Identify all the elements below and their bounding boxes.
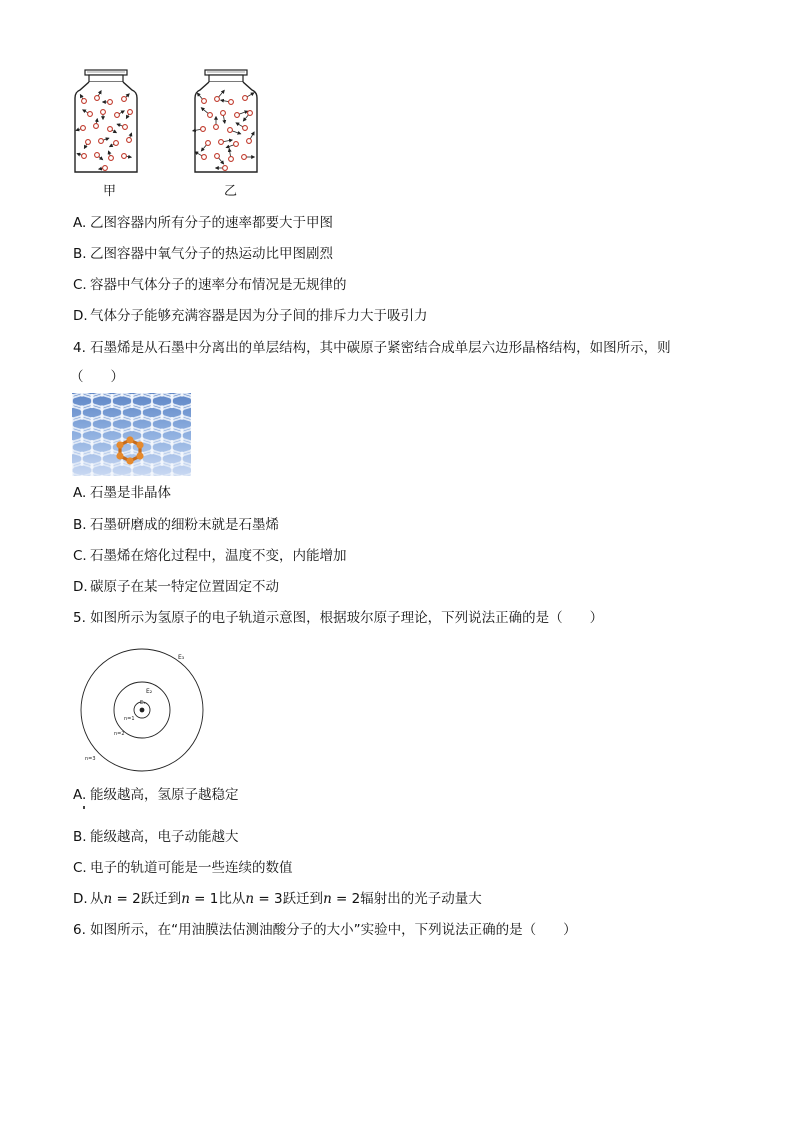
carbon-atom <box>150 420 153 423</box>
jar-left-label: 甲 <box>103 184 117 199</box>
carbon-atom <box>180 393 183 396</box>
label-n1: n=1 <box>124 716 135 722</box>
carbon-atom <box>180 440 183 443</box>
carbon-atom <box>160 393 163 396</box>
carbon-atom <box>110 466 113 469</box>
molecule <box>95 153 100 158</box>
carbon-atom <box>130 420 133 423</box>
hydrogen-orbit-diagram <box>76 648 208 772</box>
carbon-atom <box>170 405 173 408</box>
q5-stem: 5. 如图所示为氢原子的电子轨道示意图，根据玻尔原子理论，下列说法正确的是（ ） <box>73 610 604 626</box>
q4-blank: （ ） <box>70 369 124 385</box>
carbon-atom <box>170 396 173 399</box>
carbon-atom <box>140 417 143 420</box>
carbon-atom <box>110 443 113 446</box>
carbon-atom <box>120 431 123 434</box>
carbon-atom <box>150 396 153 399</box>
carbon-atom <box>150 405 153 408</box>
molecule <box>108 100 113 105</box>
molecule <box>242 155 247 160</box>
molecule <box>223 166 228 171</box>
molecule <box>229 157 234 162</box>
molecule <box>86 140 91 145</box>
label-e3: E₃ <box>178 654 185 661</box>
carbon-atom <box>170 428 173 431</box>
molecule <box>228 128 233 133</box>
label-n3: n=3 <box>85 756 96 762</box>
label-e1: E₁ <box>140 700 146 706</box>
q4-option-b: B. 石墨研磨成的细粉末就是石墨烯 <box>73 517 279 533</box>
molecule <box>202 155 207 160</box>
carbon-atom <box>120 463 123 466</box>
carbon-atom <box>100 454 103 457</box>
molecule <box>82 99 87 104</box>
carbon-atom <box>90 396 93 399</box>
molecule <box>247 139 252 144</box>
carbon-atom <box>80 454 83 457</box>
molecule <box>108 127 113 132</box>
carbon-atom <box>160 431 163 434</box>
carbon-atom <box>160 454 163 457</box>
molecule <box>243 96 248 101</box>
q3-option-b: B. 乙图容器中氧气分子的热运动比甲图剧烈 <box>73 246 333 262</box>
q4-option-a: A. 石墨是非晶体 <box>73 485 171 501</box>
carbon-atom <box>110 405 113 408</box>
carbon-atom <box>140 463 143 466</box>
carbon-atom <box>90 428 93 431</box>
molecule <box>208 113 213 118</box>
carbon-atom <box>90 405 93 408</box>
molecule <box>94 124 99 129</box>
q5-option-a: A. 能级越高，氢原子越稳定 <box>73 787 239 803</box>
carbon-atom <box>160 417 163 420</box>
q5-option-d: D. 从n = 2跃迁到n = 1比从n = 3跃迁到n = 2辐射出的光子动量大 <box>73 891 482 907</box>
jar-right-label: 乙 <box>224 184 238 199</box>
molecule <box>201 127 206 132</box>
carbon-atom <box>180 454 183 457</box>
molecule <box>215 97 220 102</box>
molecule <box>122 154 127 159</box>
carbon-atom <box>80 431 83 434</box>
carbon-atom <box>170 451 173 454</box>
carbon-atom <box>160 440 163 443</box>
molecule <box>219 140 224 145</box>
molecule <box>243 126 248 131</box>
graphene-image <box>72 393 191 476</box>
carbon-atom <box>180 417 183 420</box>
molecule <box>103 166 108 171</box>
carbon-atom <box>80 408 83 411</box>
carbon-atom <box>150 428 153 431</box>
molecule <box>214 125 219 130</box>
carbon-atom <box>150 451 153 454</box>
molecule <box>248 111 253 116</box>
carbon-atom <box>100 431 103 434</box>
stray-mark <box>83 806 85 809</box>
nucleus <box>140 708 145 713</box>
carbon-atom <box>130 428 133 431</box>
q4-option-d: D. 碳原子在某一特定位置固定不动 <box>73 579 279 595</box>
molecule <box>234 142 239 147</box>
q5-option-b: B. 能级越高，电子动能越大 <box>73 829 239 845</box>
carbon-atom <box>90 451 93 454</box>
molecule <box>99 139 104 144</box>
carbon-atom <box>130 451 133 454</box>
molecule <box>101 110 106 115</box>
carbon-atom <box>80 393 83 396</box>
carbon-atom <box>80 463 83 466</box>
carbon-atom <box>100 440 103 443</box>
molecule <box>82 154 87 159</box>
carbon-atom <box>130 405 133 408</box>
molecule <box>206 141 211 146</box>
q4-stem: 4. 石墨烯是从石墨中分离出的单层结构，其中碳原子紧密结合成单层六边形晶格结构，如图所示，则 <box>73 340 671 356</box>
carbon-atom <box>80 440 83 443</box>
q3-option-d: D. 气体分子能够充满容器是因为分子间的排斥力大于吸引力 <box>73 308 428 324</box>
molecule <box>215 154 220 159</box>
carbon-atom <box>180 463 183 466</box>
molecule <box>122 97 127 102</box>
gas-jars-figure <box>70 68 270 178</box>
carbon-atom <box>180 431 183 434</box>
carbon-atom <box>180 408 183 411</box>
carbon-atom <box>100 417 103 420</box>
carbon-atom <box>110 396 113 399</box>
carbon-atom <box>120 393 123 396</box>
carbon-atom <box>90 466 93 469</box>
molecule <box>114 141 119 146</box>
molecule <box>235 113 240 118</box>
carbon-atom <box>90 420 93 423</box>
molecule <box>128 110 133 115</box>
molecule <box>127 138 132 143</box>
molecule <box>202 99 207 104</box>
carbon-atom <box>130 466 133 469</box>
carbon-atom <box>170 443 173 446</box>
carbon-atom <box>140 408 143 411</box>
carbon-atom <box>140 431 143 434</box>
carbon-atom <box>110 428 113 431</box>
molecule <box>221 111 226 116</box>
carbon-atom <box>80 417 83 420</box>
molecule <box>88 112 93 117</box>
carbon-atom <box>160 408 163 411</box>
carbon-atom <box>170 420 173 423</box>
label-e2: E₂ <box>146 688 153 695</box>
carbon-atom <box>120 417 123 420</box>
molecule <box>109 156 114 161</box>
molecule <box>123 125 128 130</box>
molecule <box>95 96 100 101</box>
molecule <box>81 126 86 131</box>
q6-stem: 6. 如图所示，在“用油膜法估测油酸分子的大小”实验中，下列说法正确的是（ ） <box>73 922 577 938</box>
carbon-atom <box>110 420 113 423</box>
carbon-atom <box>170 466 173 469</box>
q3-option-a: A. 乙图容器内所有分子的速率都要大于甲图 <box>73 215 333 231</box>
carbon-atom <box>100 393 103 396</box>
carbon-atom <box>150 466 153 469</box>
carbon-atom <box>160 463 163 466</box>
q3-option-c: C. 容器中气体分子的速率分布情况是无规律的 <box>73 277 347 293</box>
q4-option-c: C. 石墨烯在熔化过程中，温度不变，内能增加 <box>73 548 347 564</box>
molecule <box>115 113 120 118</box>
carbon-atom <box>130 396 133 399</box>
carbon-atom <box>110 451 113 454</box>
q5-option-c: C. 电子的轨道可能是一些连续的数值 <box>73 860 293 876</box>
carbon-atom <box>150 443 153 446</box>
carbon-atom <box>100 463 103 466</box>
carbon-atom <box>100 408 103 411</box>
label-n2: n=2 <box>114 731 125 737</box>
carbon-atom <box>90 443 93 446</box>
molecule <box>229 100 234 105</box>
carbon-atom <box>140 393 143 396</box>
carbon-atom <box>120 408 123 411</box>
